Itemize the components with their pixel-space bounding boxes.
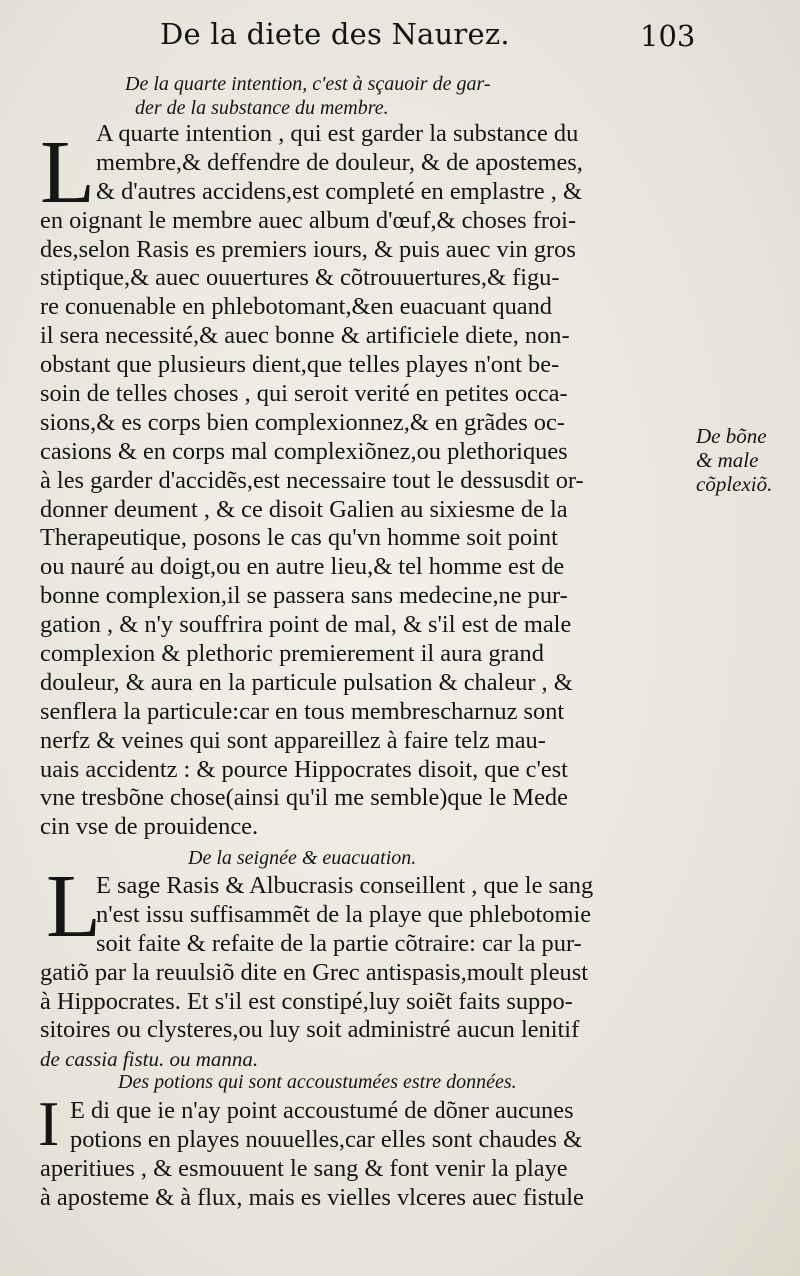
rubric-line: De la seignée & euacuation.	[188, 847, 417, 869]
text-line: à aposteme & à flux, mais es vielles vlceres auec fistule	[40, 1183, 584, 1211]
text-line: gatiõ par la reuulsiõ dite en Grec antispasis,moult pleust	[40, 958, 588, 986]
text-line: des,selon Rasis es premiers iours, & puis auec vin gros	[40, 235, 576, 263]
rubric-line: De la quarte intention, c'est à sçauoir de gar-	[125, 73, 491, 95]
text-line: à Hippocrates. Et s'il est constipé,luy soiẽt faits suppo-	[40, 987, 573, 1015]
text-line: gation , & n'y souffrira point de mal, & s'il est de male	[40, 611, 572, 639]
text-line: douleur, & aura en la particule pulsation & chaleur , &	[40, 668, 573, 696]
text-line: soit faite & refaite de la partie cõtraire: car la pur-	[96, 929, 582, 957]
text-line: re conuenable en phlebotomant,&en euacuant quand	[40, 293, 553, 321]
text-line: potions en playes nouuelles,car elles sont chaudes &	[70, 1125, 583, 1153]
text-line: Therapeutique, posons le cas qu'vn homme soit point	[40, 524, 558, 552]
text-line: stiptique,& auec ouuertures & cõtrouuertures,& figu-	[40, 264, 560, 292]
section-heading-quarte-intention	[125, 72, 491, 120]
text-line: soin de telles choses , qui seroit verité en petites occa-	[40, 380, 568, 408]
text-line: cin vse de prouidence.	[40, 813, 259, 841]
text-line: donner deument , & ce disoit Galien au sixiesme de la	[40, 495, 568, 523]
text-line: casions & en corps mal complexiõnez,ou plethoriques	[40, 437, 568, 465]
rubric-line: Des potions qui sont accoustumées estre données.	[118, 1071, 517, 1093]
text-line: n'est issu suffisammẽt de la playe que phlebotomie	[96, 900, 592, 928]
margin-note-line: De bõne	[696, 424, 767, 448]
paragraph-potions	[40, 1097, 692, 1213]
paragraph-seignee	[40, 872, 692, 1074]
text-line: senflera la particule:car en tous membrescharnuz sont	[40, 697, 565, 725]
text-line: uais accidentz : & pource Hippocrates disoit, que c'est	[40, 755, 568, 783]
running-title: De la diete des Naurez.	[160, 17, 510, 51]
text-line: ou nauré au doigt,ou en autre lieu,& tel homme est de	[40, 553, 565, 581]
text-line: nerfz & veines qui sont appareillez à faire telz mau-	[40, 726, 546, 754]
text-line: vne tresbõne chose(ainsi qu'il me semble)que le Mede	[40, 784, 568, 812]
text-line: A quarte intention , qui est garder la substance du	[96, 120, 579, 147]
text-line: E di que ie n'ay point accoustumé de dõner aucunes	[70, 1097, 574, 1124]
text-line: il sera necessité,& auec bonne & artificiele diete, non-	[40, 322, 570, 350]
text-line: E sage Rasis & Albucrasis conseillent , que le sang	[96, 872, 594, 899]
drop-capital: L	[40, 123, 95, 222]
text-line: obstant que plusieurs dient,que telles playes n'ont be-	[40, 351, 560, 379]
paragraph-quarte-intention	[40, 120, 692, 842]
margin-note-line: cõplexiõ.	[696, 472, 773, 496]
text-line: bonne complexion,il se passera sans medecine,ne pur-	[40, 582, 568, 610]
text-line: & d'autres accidens,est completé en emplastre , &	[96, 177, 582, 205]
rubric-line: der de la substance du membre.	[135, 97, 389, 119]
drop-capital: L	[46, 857, 101, 956]
text-line: de cassia fistu. ou manna.	[40, 1047, 259, 1072]
margin-note-line: & male	[696, 448, 759, 472]
text-line: complexion & plethoric premierement il aura grand	[40, 640, 544, 668]
text-line: en oignant le membre auec album d'œuf,& choses froi-	[40, 206, 577, 234]
text-line: membre,& deffendre de douleur, & de apostemes,	[96, 148, 583, 176]
page-number: 103	[640, 19, 696, 53]
text-line: sions,& es corps bien complexionnez,& en grãdes oc-	[40, 408, 565, 436]
section-heading-seignee	[188, 846, 416, 870]
text-line: aperitiues , & esmouuent le sang & font venir la playe	[40, 1154, 568, 1182]
margin-note	[696, 424, 796, 496]
section-heading-potions	[118, 1070, 517, 1094]
text-line: à les garder d'accidẽs,est necessaire tout le dessusdit or-	[40, 466, 584, 494]
drop-capital: I	[38, 1088, 60, 1159]
text-line: sitoires ou clysteres,ou luy soit administré aucun lenitif	[40, 1016, 580, 1044]
